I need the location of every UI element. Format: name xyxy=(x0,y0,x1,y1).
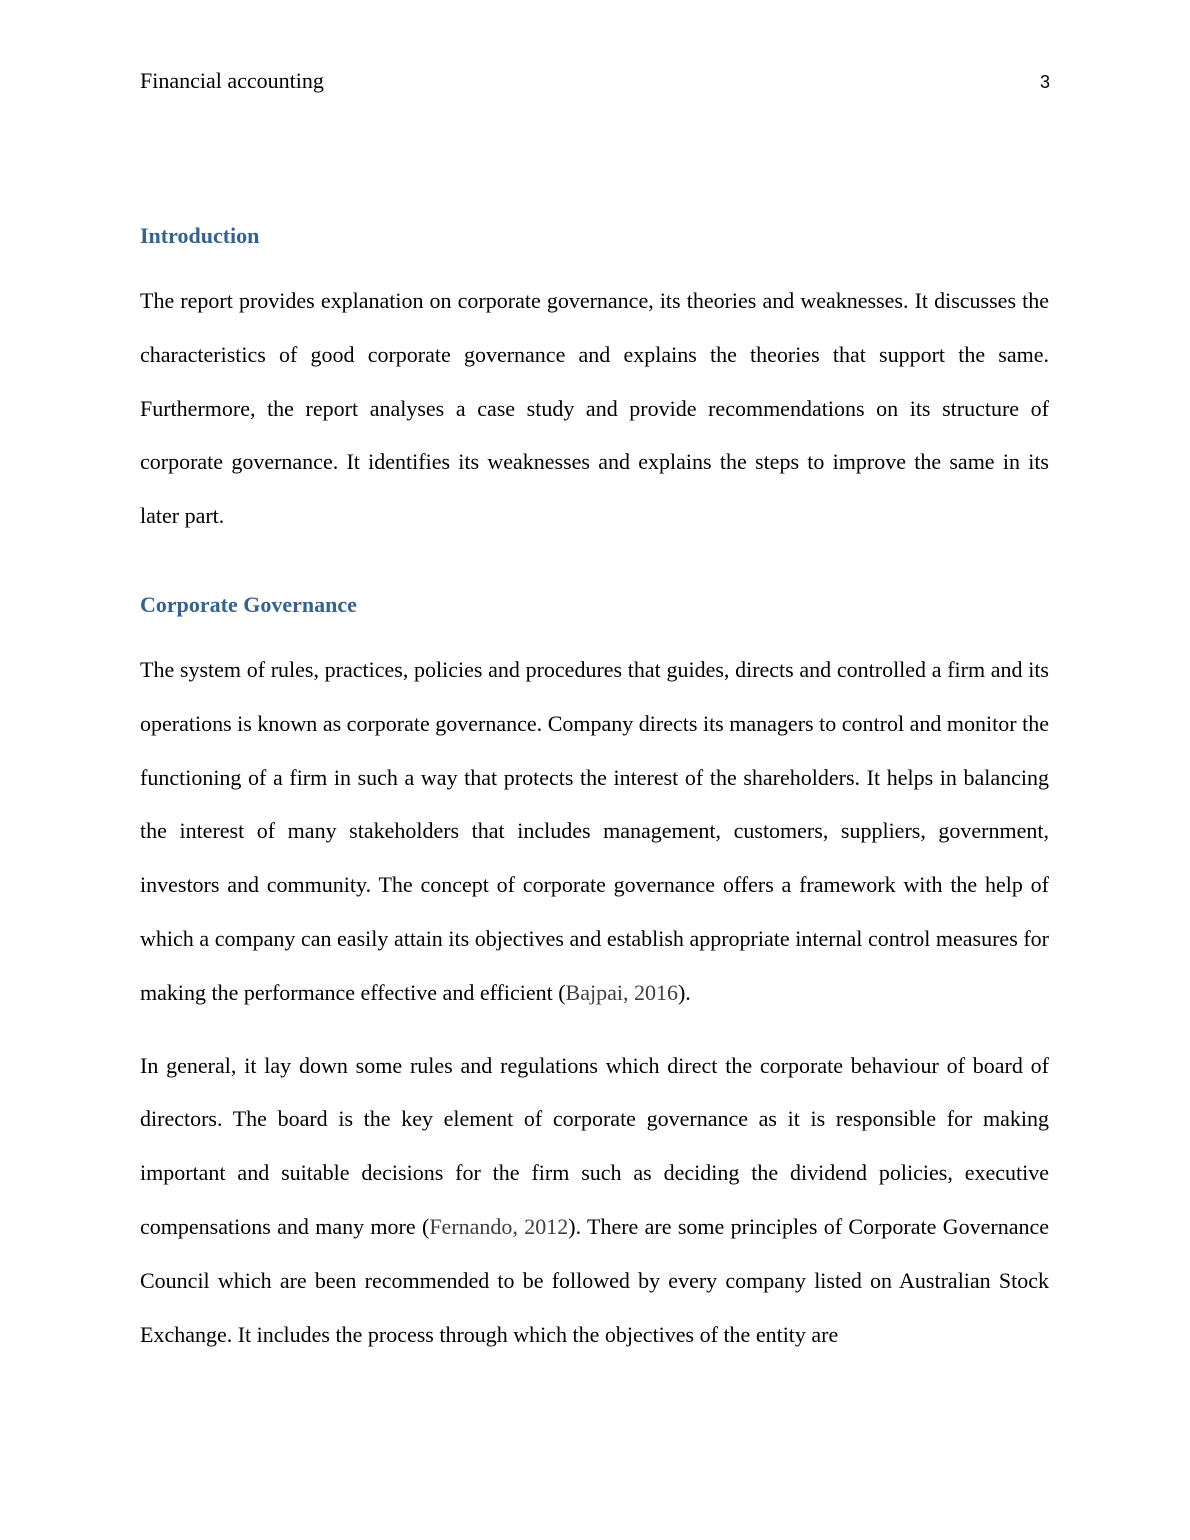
section-corporate-governance xyxy=(140,590,1049,1361)
running-header-title: Financial accounting xyxy=(140,68,324,93)
page-number: 3 xyxy=(1039,72,1050,92)
paragraph-1-end: ). xyxy=(677,979,691,1005)
section-introduction xyxy=(140,221,1049,543)
citation-bajpai: Bajpai, 2016 xyxy=(565,979,678,1005)
corporate-governance-paragraph-2 xyxy=(140,1039,1049,1362)
paragraph-2-text-b: ). There are some principles of Corporate Governance Council which are been recommended to be followed by every company listed on Australian Stock Exchange. It includes the process through which the objectives of the entity are xyxy=(140,1213,1049,1347)
paragraph-1-text: The system of rules, practices, policies and procedures that guides, directs and controlled a firm and its operations is known as corporate governance. Company directs its managers to control and monitor the functioning of a firm in such a way that protects the interest of the shareholders. It helps in balancing the interest of many stakeholders that includes management, customers, suppliers, government, investors and community. The concept of corporate governance offers a framework with the help of which a company can easily attain its objectives and establish appropriate internal control measures for making the performance effective and efficient ( xyxy=(140,657,1049,1005)
paragraph-2-text-a: In general, it lay down some rules and regulations which direct the corporate behaviour of board of directors. The board is the key element of corporate governance as it is responsible for making important and suitable decisions for the firm such as deciding the dividend policies, executive compensations and many more ( xyxy=(140,1052,1049,1239)
citation-fernando: Fernando, 2012 xyxy=(429,1213,569,1239)
corporate-governance-paragraph-1 xyxy=(140,643,1049,1020)
corporate-governance-heading: Corporate Governance xyxy=(140,592,357,617)
introduction-paragraph: The report provides explanation on corporate governance, its theories and weaknesses. It discusses the characteristics of good corporate governance and explains the theories that support the same. Furthermore, the report analyses a case study and provide recommendations on its structure of corporate governance. It identifies its weaknesses and explains the steps to improve the same in its later part. xyxy=(140,288,1049,529)
introduction-heading: Introduction xyxy=(140,223,260,248)
